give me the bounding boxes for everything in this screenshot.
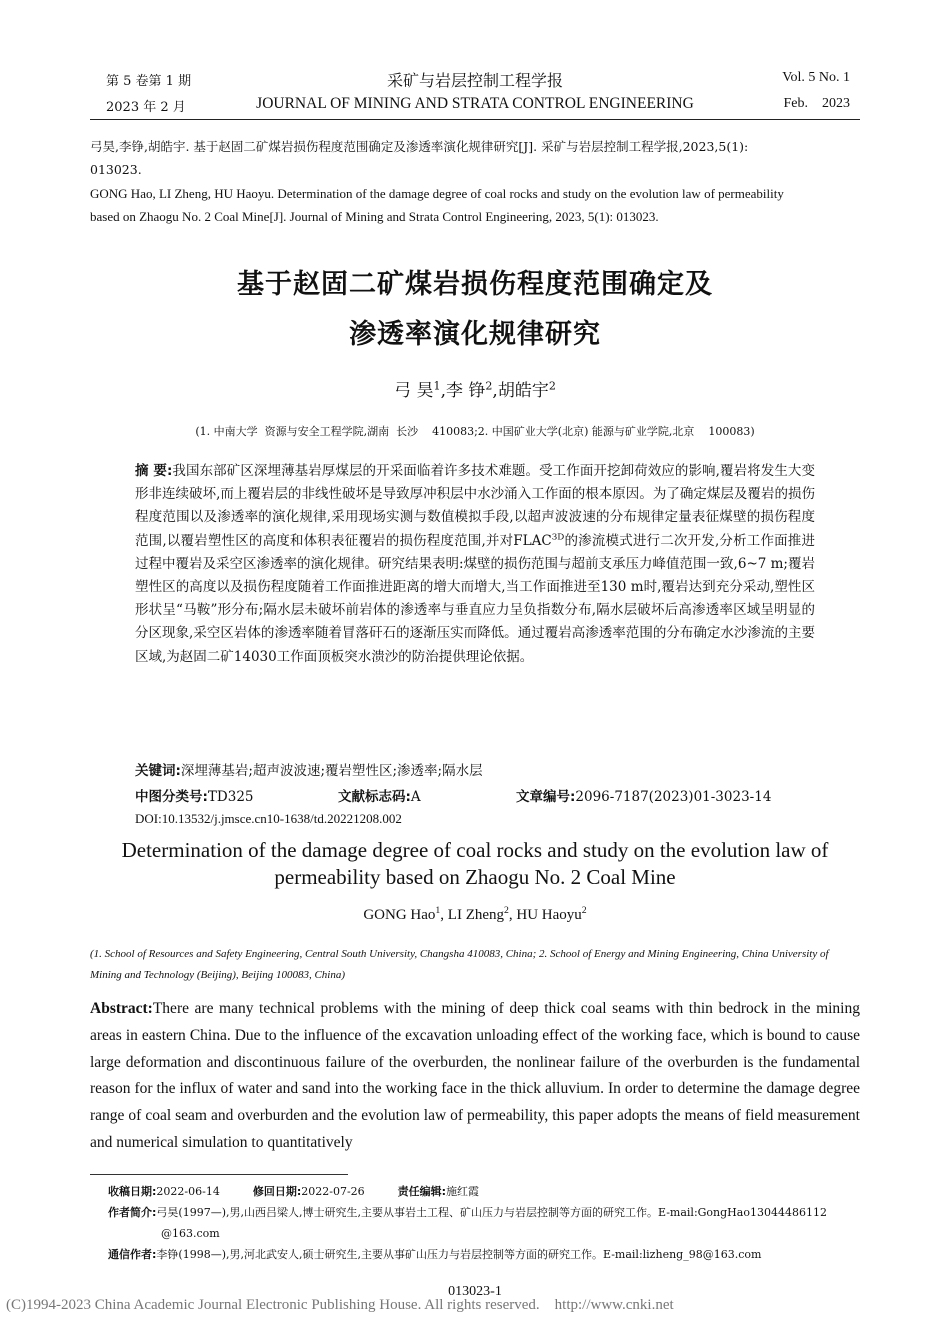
author-en-1: GONG Hao [363, 907, 436, 923]
title-cn-line1: 基于赵固二矿煤岩损伤程度范围确定及 [237, 269, 713, 300]
abstract-cn-label: 摘 要: [135, 463, 173, 479]
abstract-cn: 摘 要:我国东部矿区深埋薄基岩厚煤层的开采面临着许多技术难题。受工作面开挖卸荷效应的影响,覆岩将发生大变形非连续破坏,而上覆岩层的非线性破坏是导致厚冲积层中水沙涌入工作面的根本原因。为了确定煤层及覆岩的损伤程度范围以及渗透率的演化规律,采用现场实测与数值模拟手段,以超声波波速的分布规律定量表征煤壁的损伤程度范围,以覆岩塑性区的高度和体积表征覆岩的损伤程度范围,并对$FLAC^{3D}$的渗流模式进行二次开发,分析工作面推进过程中覆岩及采空区渗透率的演化规律。研究结果表明:煤壁的损伤范围与超前支承压力峰值范围一致,6~7 m;覆岩塑性区的高度以及损伤程度随着工作面推进距离的增大而增大,当工作面推进至130 m时,覆岩达到充分采动,塑性区形状呈“马鞍”形分布;隔水层未破坏前岩体的渗透率与垂直应力呈负指数分布,隔水层破坏后高渗透率区域呈明显的分区现象,采空区岩体的渗透率随着冒落矸石的逐渐压实而降低。通过覆岩高渗透率范围的分布确定水沙渗流的主要区域,为赵固二矿14030工作面顶板突水溃沙的防治提供理论依据。 [135, 463, 815, 665]
footnote-rule [90, 1174, 348, 1175]
title-en-line2: permeability based on Zhaogu No. 2 Coal Mine [274, 865, 676, 889]
footnote-corresponding: 通信作者:李铮(1998—),男,河北武安人,硕士研究生,主要从事矿山压力与岩层控制等方面的研究工作。E-mail:lizheng_98@163.com [108, 1248, 762, 1261]
copyright-notice: (C)1994-2023 China Academic Journal Electronic Publishing House. All rights reserved. http://www.cnki.net [6, 1297, 674, 1313]
abstract-en-label: Abstract: [90, 1000, 153, 1017]
citation-en [90, 182, 860, 228]
volume-issue-cn: 第 5 卷第 1 期 [106, 74, 192, 89]
author-cn-1: 弓 昊 [394, 381, 434, 401]
affiliation-cn: (1. 中南大学 资源与安全工程学院,湖南 长沙 410083;2. 中国矿业大学(北京) 能源与矿业学院,北京 100083) [195, 425, 755, 438]
citation-cn [90, 135, 860, 181]
keywords-cn: 关键词:深埋薄基岩;超声波波速;覆岩塑性区;渗透率;隔水层 [135, 763, 483, 779]
page-number: 013023-1 [448, 1284, 502, 1299]
abstract-en [90, 996, 860, 1157]
date-cn: 2023 年 2 月 [106, 100, 186, 115]
header-rule [90, 119, 860, 120]
footnote-dates: 收稿日期:2022-06-14 修回日期:2022-07-26 责任编辑:施红霞 [108, 1185, 480, 1198]
authors-cn: 弓 昊$^1$,李 铮$^2$,胡皓宇$^2$ [394, 379, 556, 401]
footnote-bio: 作者简介:弓昊(1997—),男,山西吕梁人,博士研究生,主要从事岩土工程、矿山压力与岩层控制等方面的研究工作。E-mail:GongHao13044486112 [108, 1206, 827, 1219]
article-number: 文章编号:2096-7187(2023)01-3023-14 [516, 789, 772, 805]
document-code: 文献标志码:A [338, 789, 421, 805]
authors-en: GONG Hao$^1$, LI Zheng$^2$, HU Haoyu$^2$ [363, 905, 587, 923]
date-en: Feb. 2023 [783, 96, 850, 111]
citation-en-line1: GONG Hao, LI Zheng, HU Haoyu. Determination of the damage degree of coal rocks and study on the evolution law of permeability [90, 186, 784, 201]
title-cn-line2: 渗透率演化规律研究 [349, 319, 601, 350]
journal-title-en: JOURNAL OF MINING AND STRATA CONTROL ENGINEERING [256, 95, 694, 112]
abstract-en-text: There are many technical problems with the mining of deep thick coal seams with thin bedrock in the mining areas in eastern China. Due to the influence of the excavation unloading effect of the working face, which is bound to cause large deformation and discontinuous failure of the overburden, the nonlinear failure of the overburden is the fundamental reason for the influx of water and sand into the working face in the thick alluvium. In order to determine the damage degree range of coal seam and overburden and the evolution law of permeability, this paper adopts the means of field measurement and numerical simulation to quantitatively [90, 1000, 860, 1151]
citation-cn-line1: 弓昊,李铮,胡皓宇. 基于赵固二矿煤岩损伤程度范围确定及渗透率演化规律研究[J]. 采矿与岩层控制工程学报,2023,5(1): [90, 139, 749, 154]
journal-title-cn: 采矿与岩层控制工程学报 [386, 71, 563, 90]
doi: DOI:10.13532/j.jmsce.cn10-1638/td.20221208.002 [135, 811, 402, 826]
author-cn-3: ,胡皓宇 [492, 381, 549, 401]
clc-number: 中图分类号:TD325 [135, 789, 254, 805]
affiliation-en: (1. School of Resources and Safety Engineering, Central South University, Changsha 410083, China; 2. School of Energy and Mining Engineering, China University of Mining and Technology (Beijing), Beijing 100083, China) [90, 948, 829, 981]
volume-issue-en: Vol. 5 No. 1 [782, 70, 850, 85]
abstract-cn-text2: 的渗流模式进行二次开发,分析工作面推进过程中覆岩及采空区渗透率的演化规律。研究结果表明:煤壁的损伤范围与超前支承压力峰值范围一致,6~7 m;覆岩塑性区的高度以及损伤程度随着工作面推进距离的增大而增大,当工作面推进至130 m时,覆岩达到充分采动,塑性区形状呈“马鞍”形分布;隔水层未破坏前岩体的渗透率与垂直应力呈负指数分布,隔水层破坏后高渗透率区域呈明显的分区现象,采空区岩体的渗透率随着冒落矸石的逐渐压实而降低。通过覆岩高渗透率范围的分布确定水沙渗流的主要区域,为赵固二矿14030工作面顶板突水溃沙的防治提供理论依据。 [135, 532, 815, 665]
title-en-line1: Determination of the damage degree of coal rocks and study on the evolution law of [121, 838, 829, 862]
footnote-bio-email: @163.com [161, 1227, 220, 1240]
citation-en-line2: based on Zhaogu No. 2 Coal Mine[J]. Journal of Mining and Strata Control Engineering, 2023, 5(1): 013023. [90, 209, 659, 224]
abstract-cn-text: 我国东部矿区深埋薄基岩厚煤层的开采面临着许多技术难题。受工作面开挖卸荷效应的影响,覆岩将发生大变形非连续破坏,而上覆岩层的非线性破坏是导致厚冲积层中水沙涌入工作面的根本原因。为了确定煤层及覆岩的损伤程度范围以及渗透率的演化规律,采用现场实测与数值模拟手段,以超声波波速的分布规律定量表征煤壁的损伤程度范围,以覆岩塑性区的高度和体积表征覆岩的损伤程度范围,并对FLAC [135, 463, 815, 549]
citation-cn-line2: 013023. [90, 162, 142, 177]
author-en-2: , LI Zheng [440, 907, 505, 923]
author-cn-2: ,李 铮 [440, 381, 486, 401]
author-en-3: , HU Haoyu [508, 907, 582, 923]
